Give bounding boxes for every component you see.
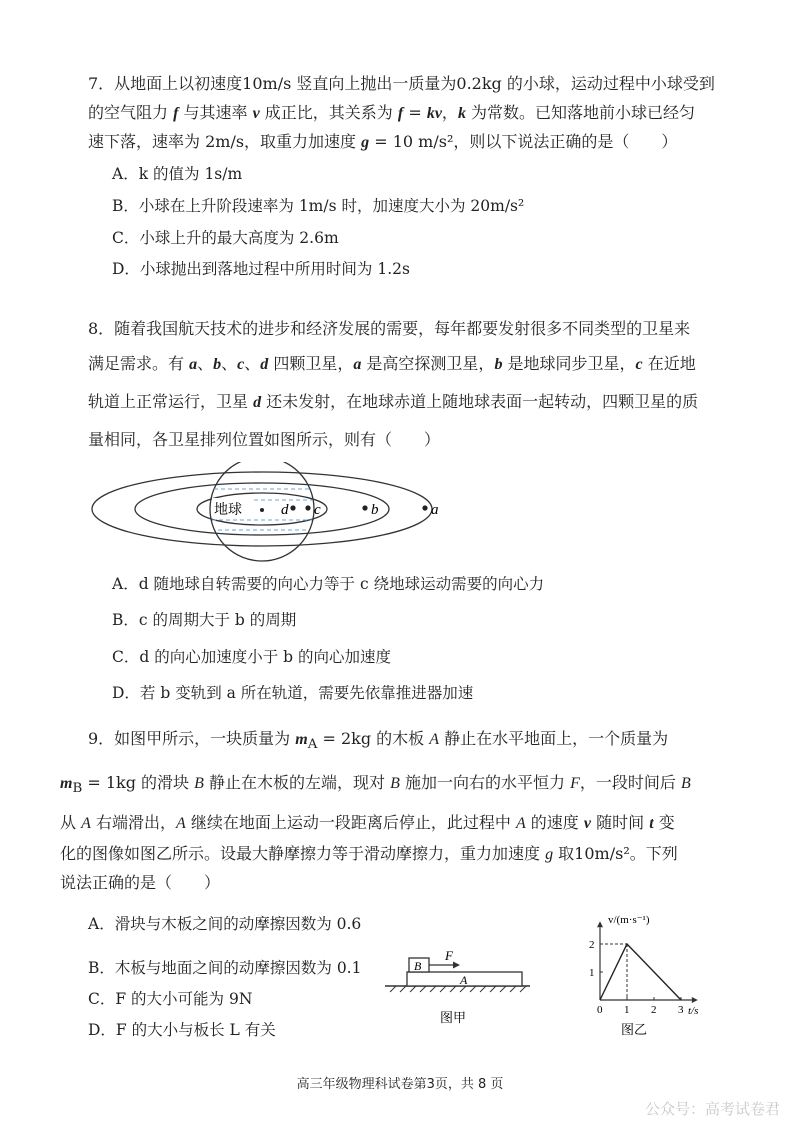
q8-option-b: B．c 的周期大于 b 的周期 [112, 611, 297, 629]
page-footer: 高三年级物理科试卷第3页，共 8 页 [296, 1077, 504, 1092]
q8-stem-line-2: 满足需求。有 a、b、c、d 四颗卫星，a 是高空探测卫星，b 是地球同步卫星，c 在近地 [88, 354, 696, 373]
y-axis-arrow [597, 921, 603, 927]
q9-stem-line-2: $m_B = 1kg$ 的滑块 B 静止在木板的左端，现对 B 施加一向右的水平恒力 F，一段时间后 B [60, 773, 691, 797]
sat-d-label: d [281, 502, 289, 518]
x-tick-label: 0 [597, 1004, 603, 1016]
q7-stem-line-2: 的空气阻力 f 与其速率 v 成正比，其关系为 f = kv，k 为常数。已知落地前小球已经匀 [88, 103, 696, 122]
q7-stem-line-1: 7．从地面上以初速度10m/s 竖直向上抛出一质量为0.2kg 的小球，运动过程中小球受到 [88, 74, 715, 93]
q9-stem-line-5: 说法正确的是（ ） [60, 873, 221, 892]
figure-jia-caption: 图甲 [440, 1010, 467, 1025]
q9-option-d: D．F 的大小与板长 L 有关 [88, 1021, 276, 1039]
q9-stem-line-4: 化的图像如图乙所示。设最大静摩擦力等于滑动摩擦力，重力加速度 g 取10m/s²。下列 [60, 844, 678, 863]
x-tick-label: 2 [651, 1004, 657, 1016]
x-axis-arrow [692, 997, 698, 1003]
q9-stem-line-1: 9．如图甲所示，一块质量为 $m_A = 2kg$ 的木板 A 静止在水平地面上，一个质量为 [88, 729, 669, 753]
watermark: 公众号：高考试卷君 [644, 1100, 780, 1118]
q8-option-d: D．若 b 变轨到 a 所在轨道，需要先依靠推进器加速 [112, 684, 474, 702]
x-tick-label: 1 [624, 1004, 630, 1016]
earth-label: 地球 [214, 503, 242, 518]
x-tick-label: 3 [678, 1004, 684, 1016]
q8-stem-line-3: 轨道上正常运行，卫星 d 还未发射，在地球赤道上随地球表面一起转动，四颗卫星的质 [88, 392, 699, 411]
q8-stem-line-1: 8．随着我国航天技术的进步和经济发展的需要，每年都要发射很多不同类型的卫星来 [88, 319, 691, 338]
block-b-label: B [414, 959, 422, 973]
q8-option-c: C．d 的向心加速度小于 b 的向心加速度 [112, 648, 391, 666]
sat-a-label: a [431, 502, 439, 518]
orbit-figure [80, 462, 480, 562]
q7-option-b: B．小球在上升阶段速率为 1m/s 时，加速度大小为 20m/s² [112, 197, 525, 215]
earth-center [260, 508, 264, 512]
q9-option-b: B．木板与地面之间的动摩擦因数为 0.1 [88, 959, 362, 977]
y-tick-label: 1 [589, 967, 595, 979]
chart-ylabel: v/(m·s⁻¹) [608, 914, 650, 926]
y-tick-label: 2 [589, 939, 595, 951]
q7-stem-line-3: 速下落，速率为 2m/s，取重力加速度 g = 10 m/s²，则以下说法正确的是（ ） [88, 132, 678, 151]
q7-option-a: A．k 的值为 1s/m [112, 165, 243, 183]
q9-option-a: A．滑块与木板之间的动摩擦因数为 0.6 [88, 915, 362, 933]
q8-option-a: A．d 随地球自转需要的向心力等于 c 绕地球运动需要的向心力 [112, 575, 545, 593]
force-label: F [445, 948, 453, 963]
chart-xlabel: t/s [688, 1005, 699, 1017]
q7-option-d: D．小球抛出到落地过程中所用时间为 1.2s [112, 260, 410, 278]
q9-option-c: C．F 的大小可能为 9N [88, 990, 253, 1008]
q7-option-c: C．小球上升的最大高度为 2.6m [112, 229, 339, 247]
board-a-label: A [460, 973, 468, 987]
figure-jia [380, 946, 560, 1041]
figure-yi-chart [578, 908, 708, 1040]
figure-yi-caption: 图乙 [621, 1022, 648, 1037]
q8-stem-line-4: 量相同，各卫星排列位置如图所示，则有（ ） [88, 430, 441, 449]
sat-b-label: b [371, 502, 379, 518]
series-line [600, 944, 681, 1000]
sat-c-label: c [314, 502, 321, 518]
q9-stem-line-3: 从 A 右端滑出，A 继续在地面上运动一段距离后停止，此过程中 A 的速度 v 随时间 t 变 [60, 813, 675, 832]
